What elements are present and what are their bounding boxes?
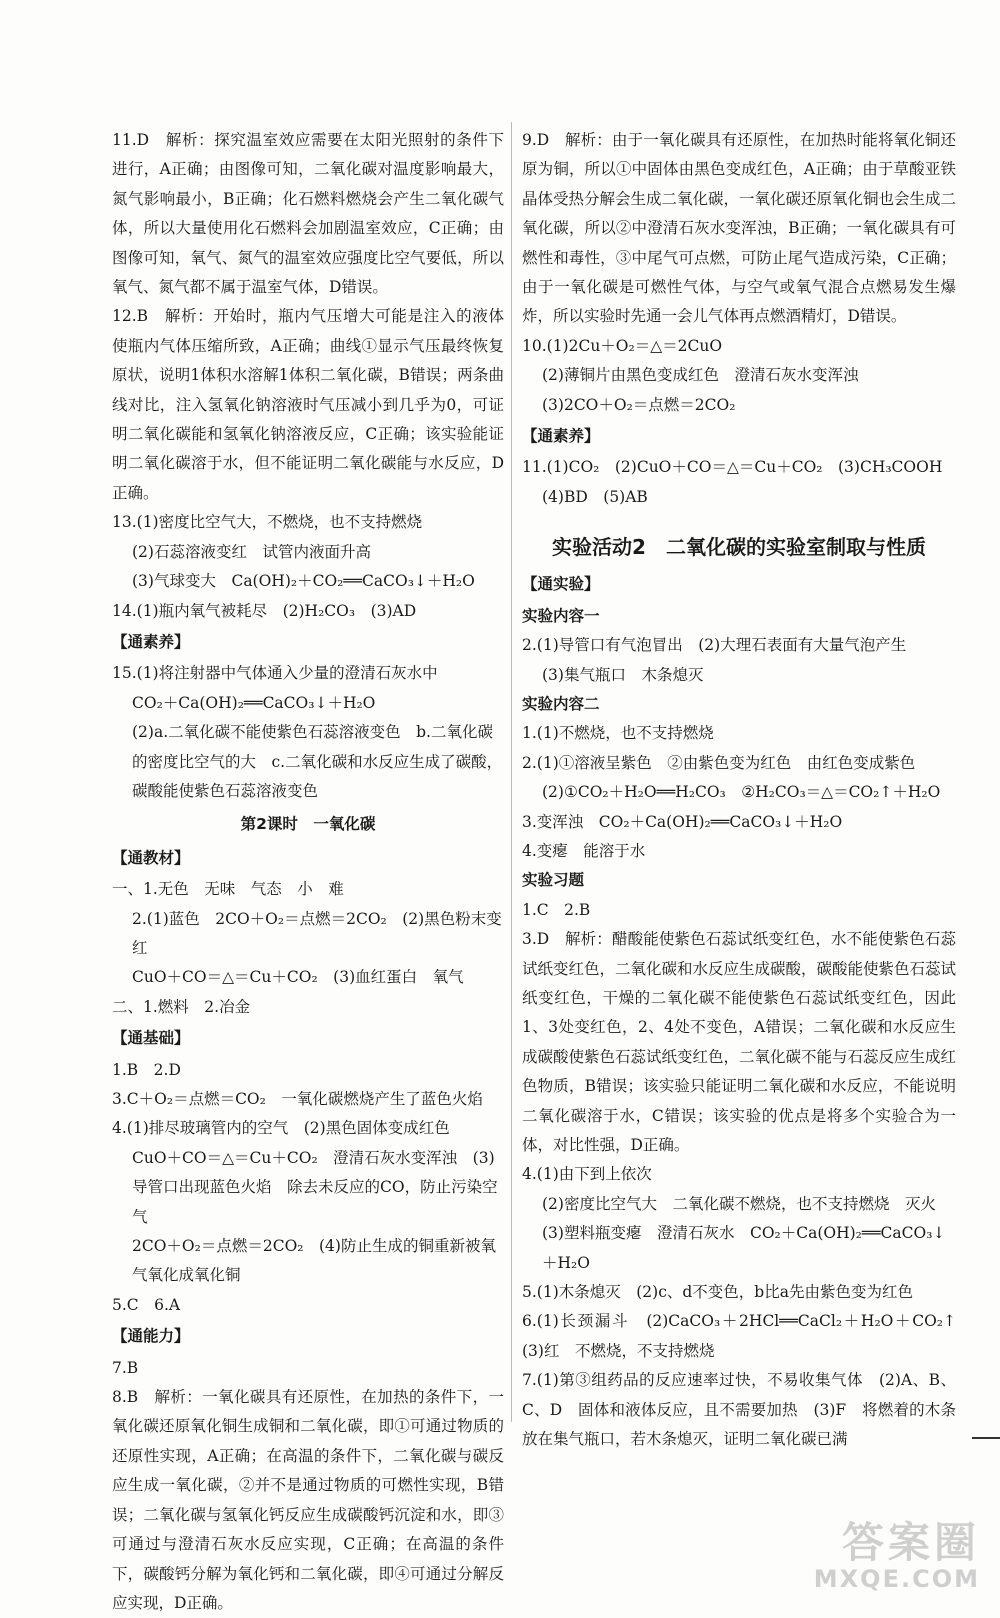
answer-item: 2.(1)导管口有气泡冒出 (2)大理石表面有大量气泡产生 [522, 636, 907, 655]
answer-subline: (2)密度比空气大 二氧化碳不燃烧，也不支持燃烧 灭火 [542, 1194, 936, 1213]
answer-item: 14.(1)瓶内氧气被耗尽 (2)H₂CO₃ (3)AD [112, 601, 417, 620]
answer-item: 3.D 解析：醋酸能使紫色石蕊试纸变红色，水不能使紫色石蕊试纸变红色，二氧化碳和水反应生成碳酸，碳酸能使紫色石蕊试纸变红色，干燥的二氧化碳不能使紫色石蕊试纸变红色，因此1、3处变红色，2、4处不变色，A错误；二氧化碳和水反应生成碳酸使紫色石蕊试纸变红色，二氧化碳不能与石蕊反应生成红色物质，B错误；该实验只能证明二氧化碳和水反应，不能说明二氧化碳溶于水，C错误；该实验的优点是将多个实验合为一体，对比性强，D正确。 [522, 930, 957, 1154]
answer-subline: (2)①CO₂＋H₂O══H₂CO₃ ②H₂CO₃＝△＝CO₂↑＋H₂O [542, 783, 941, 802]
column-divider [511, 122, 512, 1422]
answer-item: 4.(1)由下到上依次 [522, 1165, 652, 1184]
answer-item: 10.(1)2Cu＋O₂＝△＝2CuO [522, 336, 723, 355]
answer-item: 3.变浑浊 CO₂＋Ca(OH)₂══CaCO₃↓＋H₂O [522, 812, 843, 831]
section-heading: 【通素养】 [112, 632, 190, 651]
answer-item: 12.B 解析：开始时，瓶内气压增大可能是注入的液体使瓶内气体压缩所致，A正确；曲线①显示气压最终恢复原状，说明1体积水溶解1体积二氧化碳，B错误；两条曲线对比，注入氢氧化钠溶液时气压减小到几乎为0，可证明二氧化碳能和氢氧化钠溶液反应，C正确；该实验能证明二氧化碳溶于水，但不能证明二氧化碳能与水反应，D正确。 [112, 307, 504, 502]
answer-item: 7.B [112, 1358, 139, 1377]
watermark-url: MXQE.COM [813, 1565, 980, 1593]
answer-item: 9.D 解析：由于一氧化碳具有还原性，在加热时能将氧化铜还原为铜，所以①中固体由黑色变成红色，A正确；由于草酸亚铁晶体受热分解会生成二氧化碳，一氧化碳还原氧化铜也会生成二氧化碳，所以②中澄清石灰水变浑浊，B正确；一氧化碳具有可燃性和毒性，③中尾气可点燃，可防止尾气造成污染，C正确；由于一氧化碳是可燃性气体，与空气或氧气混合点燃易发生爆炸，所以实验时先通一会儿气体再点燃酒精灯，D错误。 [522, 131, 957, 326]
answer-item: 1.B 2.D [112, 1060, 181, 1079]
watermark-title: 答案圈 [841, 1518, 980, 1567]
answer-subline: (2)a.二氧化碳不能使紫色石蕊溶液变色 b.二氧化碳的密度比空气的大 c.二氧化碳和水反应生成了碳酸，碳酸能使紫色石蕊溶液变色 [132, 723, 503, 800]
answer-item: 11.(1)CO₂ (2)CuO＋CO＝△＝Cu＋CO₂ (3)CH₃COOH [522, 458, 943, 477]
answer-item: 1.C 2.B [522, 900, 591, 919]
answer-subline: (2)石蕊溶液变红 试管内液面升高 [132, 542, 371, 561]
answer-subline: CuO＋CO＝△＝Cu＋CO₂ (3)血红蛋白 氧气 [132, 968, 464, 987]
answer-item: 11.D 解析：探究温室效应需要在太阳光照射的条件下进行，A正确；由图像可知，二氧化碳对温度影响最大，氮气影响最小，B正确；化石燃料燃烧会产生二氧化碳气体，所以大量使用化石燃料会加剧温室效应，C正确；由图像可知，氧气、氮气的温室效应强度比空气要低，所以氧气、氮气都不属于温室气体，D错误。 [112, 131, 504, 297]
lesson-title: 第2课时 一氧化碳 [240, 815, 376, 834]
answer-item: 4.(1)排尽玻璃管内的空气 (2)黑色固体变成红色 [112, 1119, 450, 1138]
answer-subline: (3)塑料瓶变瘪 澄清石灰水 CO₂＋Ca(OH)₂══CaCO₃↓＋H₂O [542, 1224, 946, 1272]
answer-subline: 2CO＋O₂＝点燃＝2CO₂ (4)防止生成的铜重新被氧气氧化成氧化铜 [132, 1237, 496, 1285]
answer-subline: (3)2CO＋O₂＝点燃＝2CO₂ [542, 395, 736, 414]
answer-item: 1.(1)不燃烧，也不支持燃烧 [522, 724, 714, 743]
left-column [112, 126, 504, 1618]
right-column [522, 126, 972, 1454]
subsection-heading: 实验习题 [522, 871, 585, 890]
activity-title: 实验活动2 二氧化碳的实验室制取与性质 [552, 535, 926, 560]
section-heading: 【通教材】 [112, 848, 190, 867]
subsection-heading: 实验内容二 [522, 694, 600, 713]
answer-item: 6.(1)长颈漏斗 (2)CaCO₃＋2HCl══CaCl₂＋H₂O＋CO₂↑ (3)红 不燃烧，不支持燃烧 [522, 1312, 972, 1360]
answer-subline: CuO＋CO＝△＝Cu＋CO₂ 澄清石灰水变浑浊 (3)导管口出现蓝色火焰 除去未反应的CO，防止污染空气 [132, 1148, 498, 1226]
answer-item: 8.B 解析：一氧化碳具有还原性，在加热的条件下，一氧化碳还原氧化铜生成铜和二氧化碳，即①可通过物质的还原性实现，A正确；在高温的条件下，二氧化碳与碳反应生成一氧化碳，②并不是通过物质的可燃性实现，B错误；二氧化碳与氢氧化钙反应生成碳酸钙沉淀和水，即③可通过与澄清石灰水反应实现，C正确；在高温的条件下，碳酸钙分解为氧化钙和二氧化碳，即④可通过分解反应实现，D正确。 [112, 1388, 504, 1612]
answer-item: 4.变瘪 能溶于水 [522, 841, 646, 860]
corner-mark [972, 1437, 1000, 1439]
section-heading: 【通素养】 [522, 427, 600, 446]
answer-item: 二、1.燃料 2.冶金 [112, 997, 251, 1016]
answer-subline: (3)集气瓶口 木条熄灭 [542, 665, 704, 684]
answer-subline: 2.(1)蓝色 2CO＋O₂＝点燃＝2CO₂ (2)黑色粉末变红 [132, 909, 502, 957]
answer-subline: CO₂＋Ca(OH)₂══CaCO₃↓＋H₂O [132, 693, 376, 712]
answer-item: 5.C 6.A [112, 1295, 181, 1314]
watermark-logo [814, 1520, 980, 1592]
section-heading: 【通实验】 [522, 575, 600, 594]
section-heading: 【通基础】 [112, 1029, 190, 1048]
answer-item: 2.(1)①溶液呈紫色 ②由紫色变为红色 由红色变成紫色 [522, 753, 916, 772]
subsection-heading: 实验内容一 [522, 606, 600, 625]
answer-item: 7.(1)第③组药品的反应速率过快，不易收集气体 (2)A、B、C、D 固体和液体反应，且不需要加热 (3)F 将燃着的木条放在集气瓶口，若木条熄灭，证明二氧化碳已满 [522, 1371, 956, 1449]
answer-item: 一、1.无色 无味 气态 小 难 [112, 880, 344, 899]
answer-subline: (4)BD (5)AB [542, 487, 648, 506]
section-heading: 【通能力】 [112, 1327, 190, 1346]
answer-item: 15.(1)将注射器中气体通入少量的澄清石灰水中 [112, 664, 438, 683]
answer-subline: (3)气球变大 Ca(OH)₂＋CO₂══CaCO₃↓＋H₂O [132, 572, 475, 591]
answer-item: 3.C＋O₂＝点燃＝CO₂ 一氧化碳燃烧产生了蓝色火焰 [112, 1090, 483, 1108]
answer-item: 13.(1)密度比空气大，不燃烧，也不支持燃烧 [112, 513, 423, 532]
answer-subline: (2)薄铜片由黑色变成红色 澄清石灰水变浑浊 [542, 366, 859, 385]
answer-item: 5.(1)木条熄灭 (2)c、d不变色，b比a先由紫色变为红色 [522, 1283, 913, 1302]
